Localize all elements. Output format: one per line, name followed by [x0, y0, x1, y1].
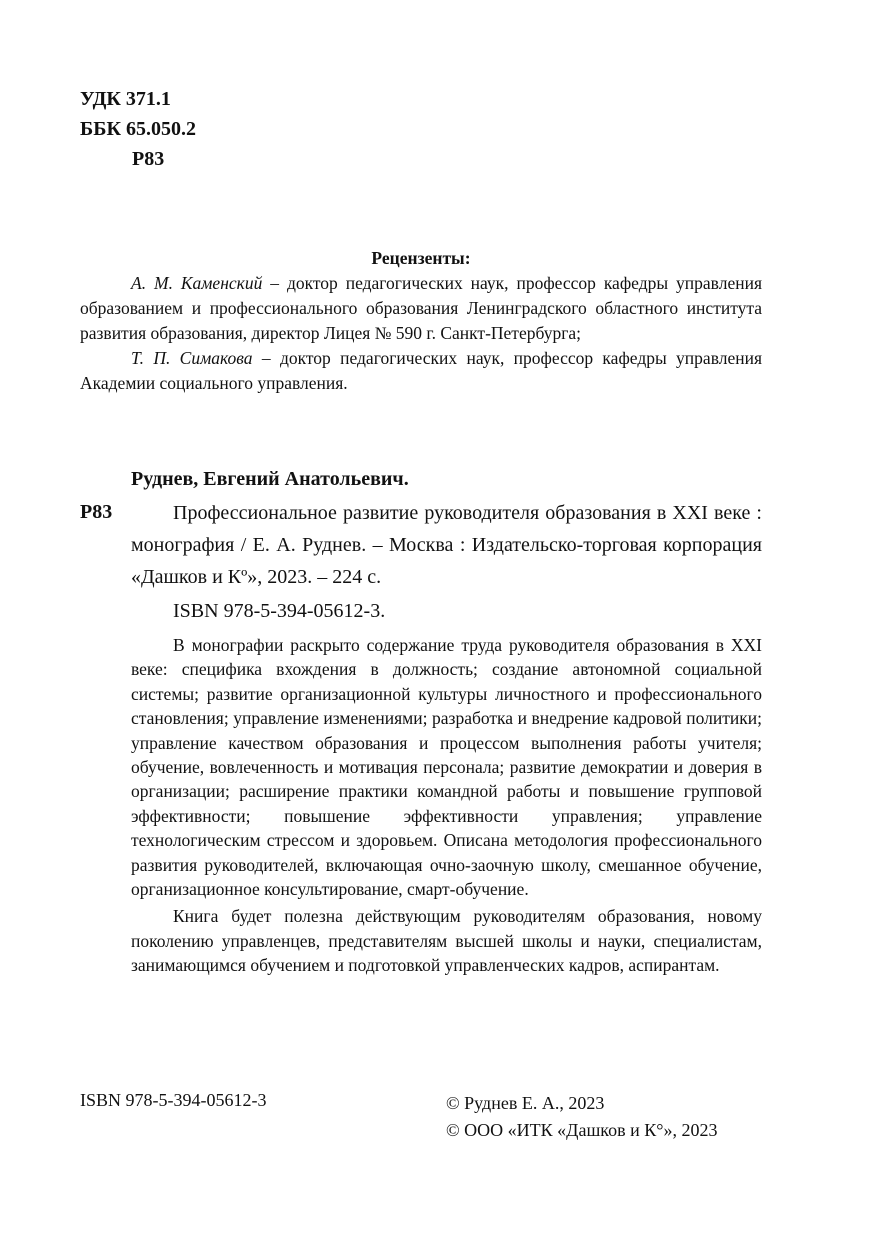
reviewer-2-text: – доктор педагогических наук, профессор кафедры управления Академии социального управления.	[80, 348, 763, 393]
annotation-paragraph-1: В монографии раскрыто содержание труда руководителя образования в XXI веке: специфика вхождения в должность; создание автономной социальной системы; развитие организационной культуры личностного и профессионального становления; управление изменениями; разработка и внедрение кадровой политики; управление качеством образования и процессом выполнения работы учителя; обучение, вовлеченность и мотивация персонала; развитие демократии и доверия в организации; расширение практики командной работы и повышение групповой эффективности; повышение эффективности управления; управление технологическим стрессом и здоровьем. Описана методология профессионального развития руководителей, включающая очно-заочную школу, смешанное обучение, организационное консультирование, смарт-обучение.	[131, 635, 762, 900]
reviewer-2-name: Т. П. Симакова	[131, 348, 253, 368]
reviewer-2	[80, 346, 762, 396]
reviewer-1-name: А. М. Каменский	[131, 273, 263, 293]
reviewers-title: Рецензенты:	[371, 248, 471, 268]
footer-isbn: ISBN 978-5-394-05612-3	[80, 1090, 267, 1110]
reviewer-1	[80, 271, 762, 346]
entry-description: Профессиональное развитие руководителя образования в XXI веке : монография / Е. А. Руднев. – Москва : Издательско-торговая корпорация «Дашков и Кº», 2023. – 224 с.	[131, 502, 762, 588]
entry-isbn: ISBN 978-5-394-05612-3.	[173, 600, 386, 622]
reviewer-1-text: – доктор педагогических наук, профессор кафедры управления образованием и профессионального образования Ленинградского областного института развития образования, директор Лицея № 590 г. Санкт-Петербурга;	[80, 273, 762, 343]
reviewers-section	[80, 246, 762, 396]
author-mark: Р83	[132, 148, 165, 170]
annotation-paragraph-2: Книга будет полезна действующим руководителям образования, новому поколению управленцев, представителям высшей школы и науки, специалистам, занимающимся обучением и подготовкой управленческих кадров, аспирантам.	[131, 906, 762, 976]
entry-author: Руднев, Евгений Анатольевич.	[131, 468, 409, 490]
annotation	[131, 633, 762, 981]
entry-mark: Р83	[80, 501, 113, 523]
bbk-code: ББК 65.050.2	[80, 118, 196, 140]
copyright-publisher: © ООО «ИТК «Дашков и К°», 2023	[446, 1120, 718, 1140]
udk-code: УДК 371.1	[80, 88, 171, 110]
copyright-author: © Руднев Е. А., 2023	[446, 1093, 605, 1113]
classification-codes	[80, 84, 196, 174]
footer-copyright	[446, 1090, 717, 1144]
